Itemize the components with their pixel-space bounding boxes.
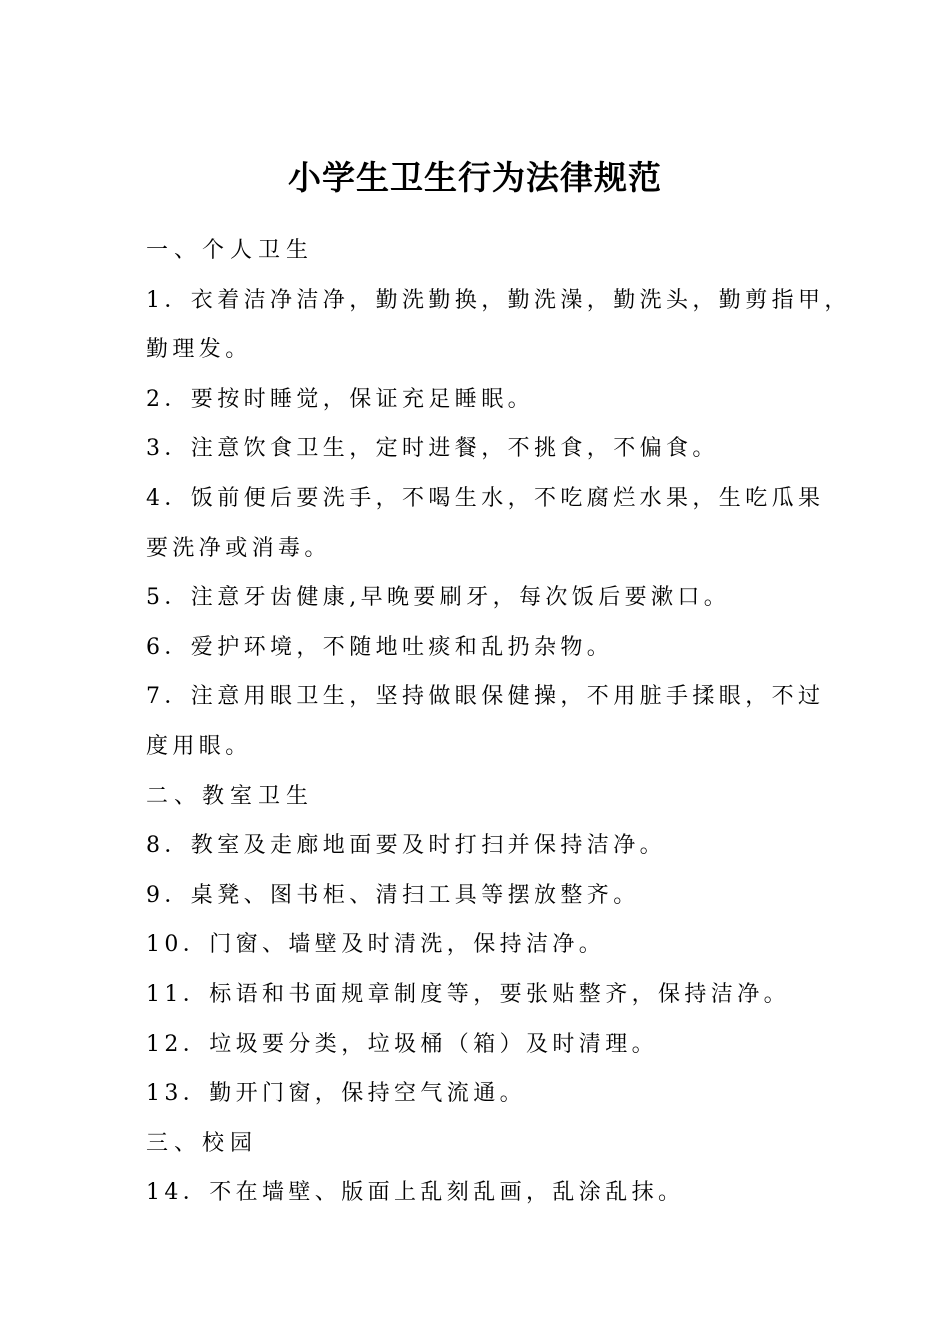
section-heading-personal: 一、个人卫生 — [146, 238, 315, 263]
rule-item-13: 13．勤开门窗，保持空气流通。 — [146, 1081, 526, 1107]
rule-item-2: 2．要按时睡觉，保证充足睡眠。 — [146, 386, 534, 412]
rule-item-14: 14．不在墙壁、版面上乱刻乱画，乱涂乱抹。 — [146, 1180, 685, 1206]
rule-item-6: 6．爱护环境，不随地吐痰和乱扔杂物。 — [146, 634, 614, 660]
rule-item-4: 4．饭前便后要洗手，不喝生水，不吃腐烂水果，生吃瓜果 — [146, 485, 825, 511]
rule-item-12: 12．垃圾要分类，垃圾桶（箱）及时清理。 — [146, 1031, 658, 1057]
section-heading-classroom: 二、教室卫生 — [146, 783, 315, 809]
rule-item-1: 1．衣着洁净洁净，勤洗勤换，勤洗澡，勤洗头，勤剪指甲， — [146, 287, 851, 313]
rule-item-10: 10．门窗、墙壁及时清洗，保持洁净。 — [146, 932, 606, 958]
rule-item-7-cont: 度用眼。 — [146, 733, 252, 759]
rule-item-5: 5．注意牙齿健康,早晚要刷牙，每次饭后要漱口。 — [146, 585, 731, 611]
rule-item-3: 3．注意饮食卫生，定时进餐，不挑食，不偏食。 — [146, 436, 719, 462]
rule-item-9: 9．桌凳、图书柜、清扫工具等摆放整齐。 — [146, 882, 640, 908]
document-body — [146, 226, 851, 1218]
section-heading-campus: 三、校园 — [146, 1130, 259, 1156]
rule-item-1-cont: 勤理发。 — [146, 337, 252, 363]
rule-item-4-cont: 要洗净或消毒。 — [146, 535, 331, 561]
rule-item-11: 11．标语和书面规章制度等，要张贴整齐，保持洁净。 — [146, 981, 790, 1007]
rule-item-7: 7．注意用眼卫生，坚持做眼保健操，不用脏手揉眼，不过 — [146, 684, 825, 710]
rule-item-8: 8．教室及走廊地面要及时打扫并保持洁净。 — [146, 833, 666, 859]
document-title: 小学生卫生行为法律规范 — [288, 158, 662, 197]
